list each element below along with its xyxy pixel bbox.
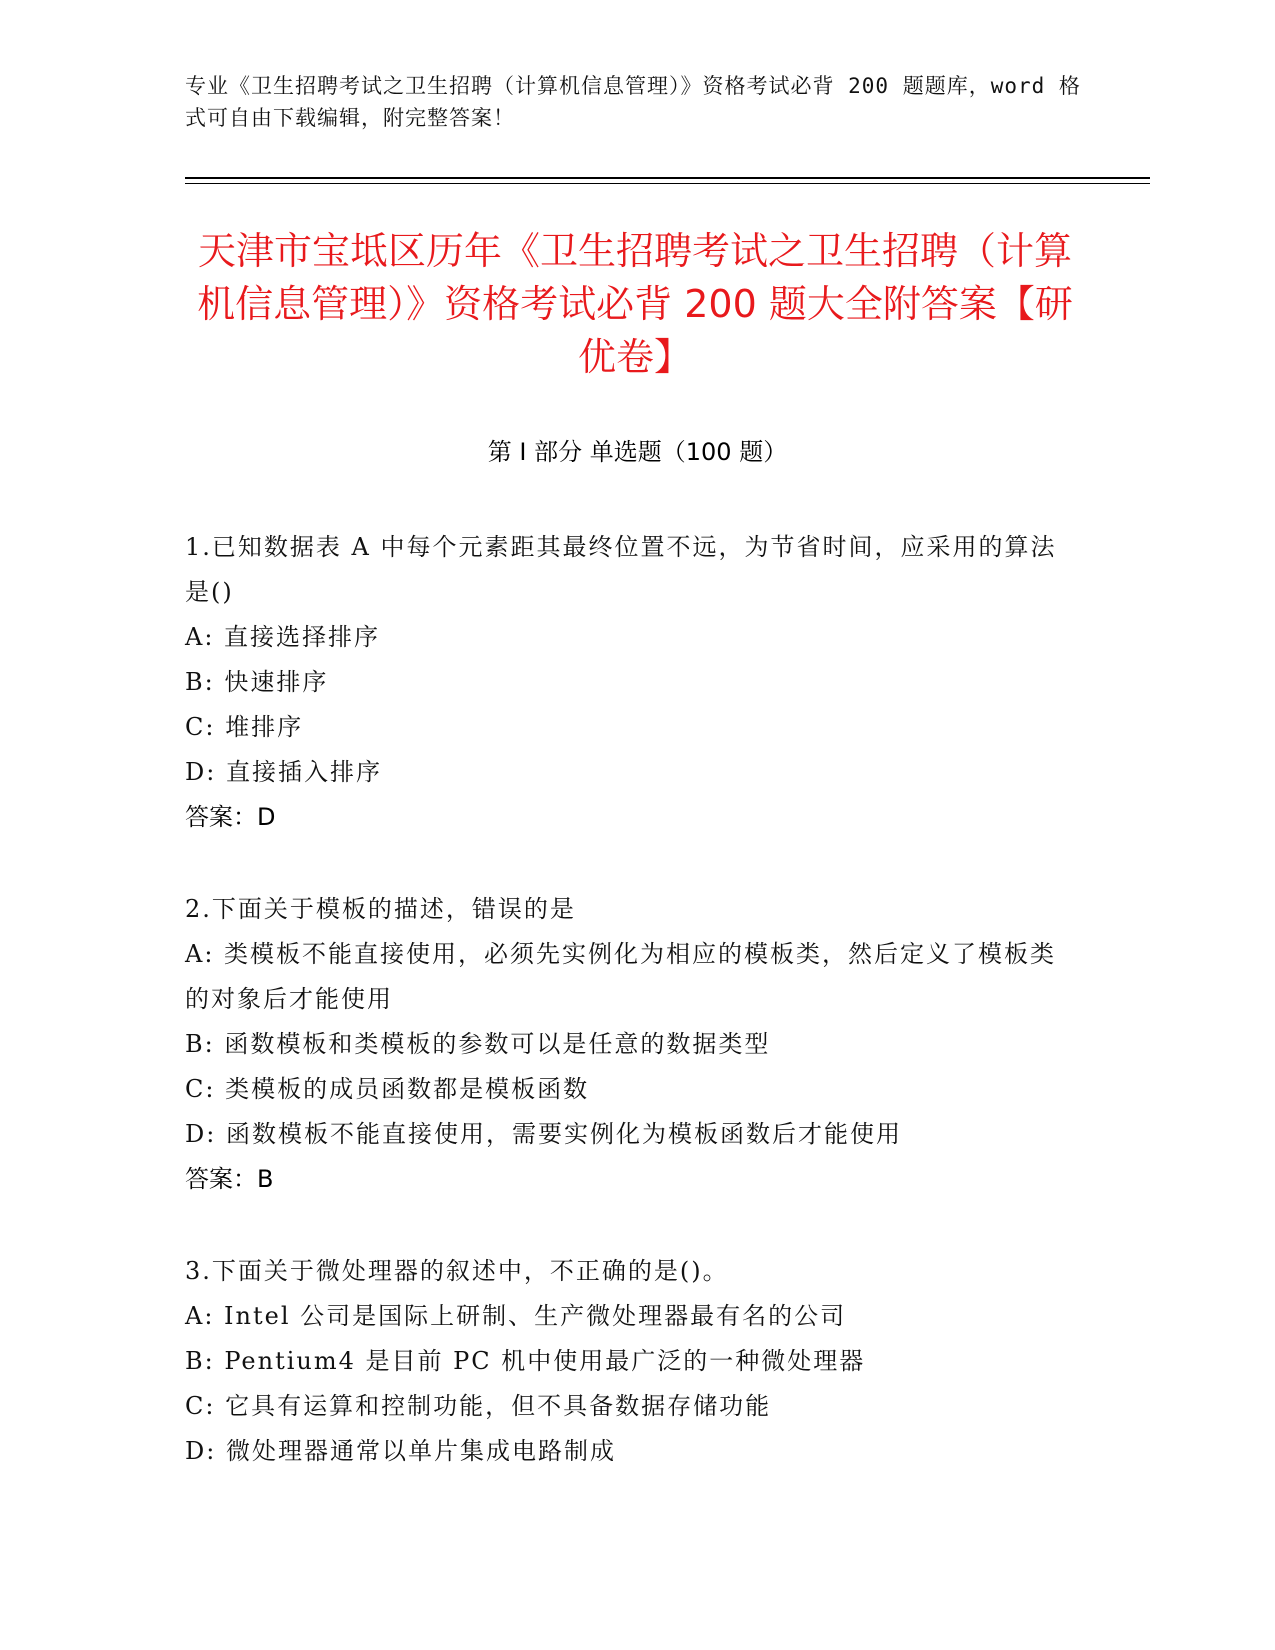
question-stem: 1.已知数据表 A 中每个元素距其最终位置不远，为节省时间，应采用的算法是() [185, 533, 1057, 606]
question-stem: 3.下面关于微处理器的叙述中，不正确的是()。 [185, 1257, 729, 1285]
question-3 [185, 1249, 1065, 1474]
header-rule-thick [185, 177, 1150, 179]
question-1 [185, 525, 1065, 840]
option-c: C: 类模板的成员函数都是模板函数 [185, 1075, 590, 1103]
option-b: B: 快速排序 [185, 668, 329, 696]
option-b: B: Pentium4 是目前 PC 机中使用最广泛的一种微处理器 [185, 1347, 866, 1375]
answer-line: 答案：D [185, 803, 276, 831]
option-a: A: 直接选择排序 [185, 623, 381, 651]
option-d: D: 直接插入排序 [185, 758, 382, 786]
answer-line: 答案：B [185, 1165, 274, 1193]
question-stem: 2.下面关于模板的描述，错误的是 [185, 895, 576, 923]
option-d: D: 微处理器通常以单片集成电路制成 [185, 1437, 616, 1465]
document-header-note: 专业《卫生招聘考试之卫生招聘（计算机信息管理）》资格考试必背 200 题题库，word 格式可自由下载编辑，附完整答案！ [185, 74, 1081, 130]
option-d: D: 函数模板不能直接使用，需要实例化为模板函数后才能使用 [185, 1120, 902, 1148]
option-a: A: 类模板不能直接使用，必须先实例化为相应的模板类，然后定义了模板类的对象后才能使用 [185, 940, 1057, 1013]
document-title: 天津市宝坻区历年《卫生招聘考试之卫生招聘（计算机信息管理）》资格考试必背 200 题大全附答案【研优卷】 [197, 229, 1073, 379]
question-2 [185, 887, 1065, 1202]
header-rule-thin [185, 183, 1150, 184]
option-b: B: 函数模板和类模板的参数可以是任意的数据类型 [185, 1030, 771, 1058]
section-heading: 第 I 部分 单选题（100 题） [487, 438, 788, 466]
option-c: C: 堆排序 [185, 713, 304, 741]
option-c: C: 它具有运算和控制功能，但不具备数据存储功能 [185, 1392, 772, 1420]
option-a: A: Intel 公司是国际上研制、生产微处理器最有名的公司 [185, 1302, 847, 1330]
question-list [185, 525, 1065, 1521]
